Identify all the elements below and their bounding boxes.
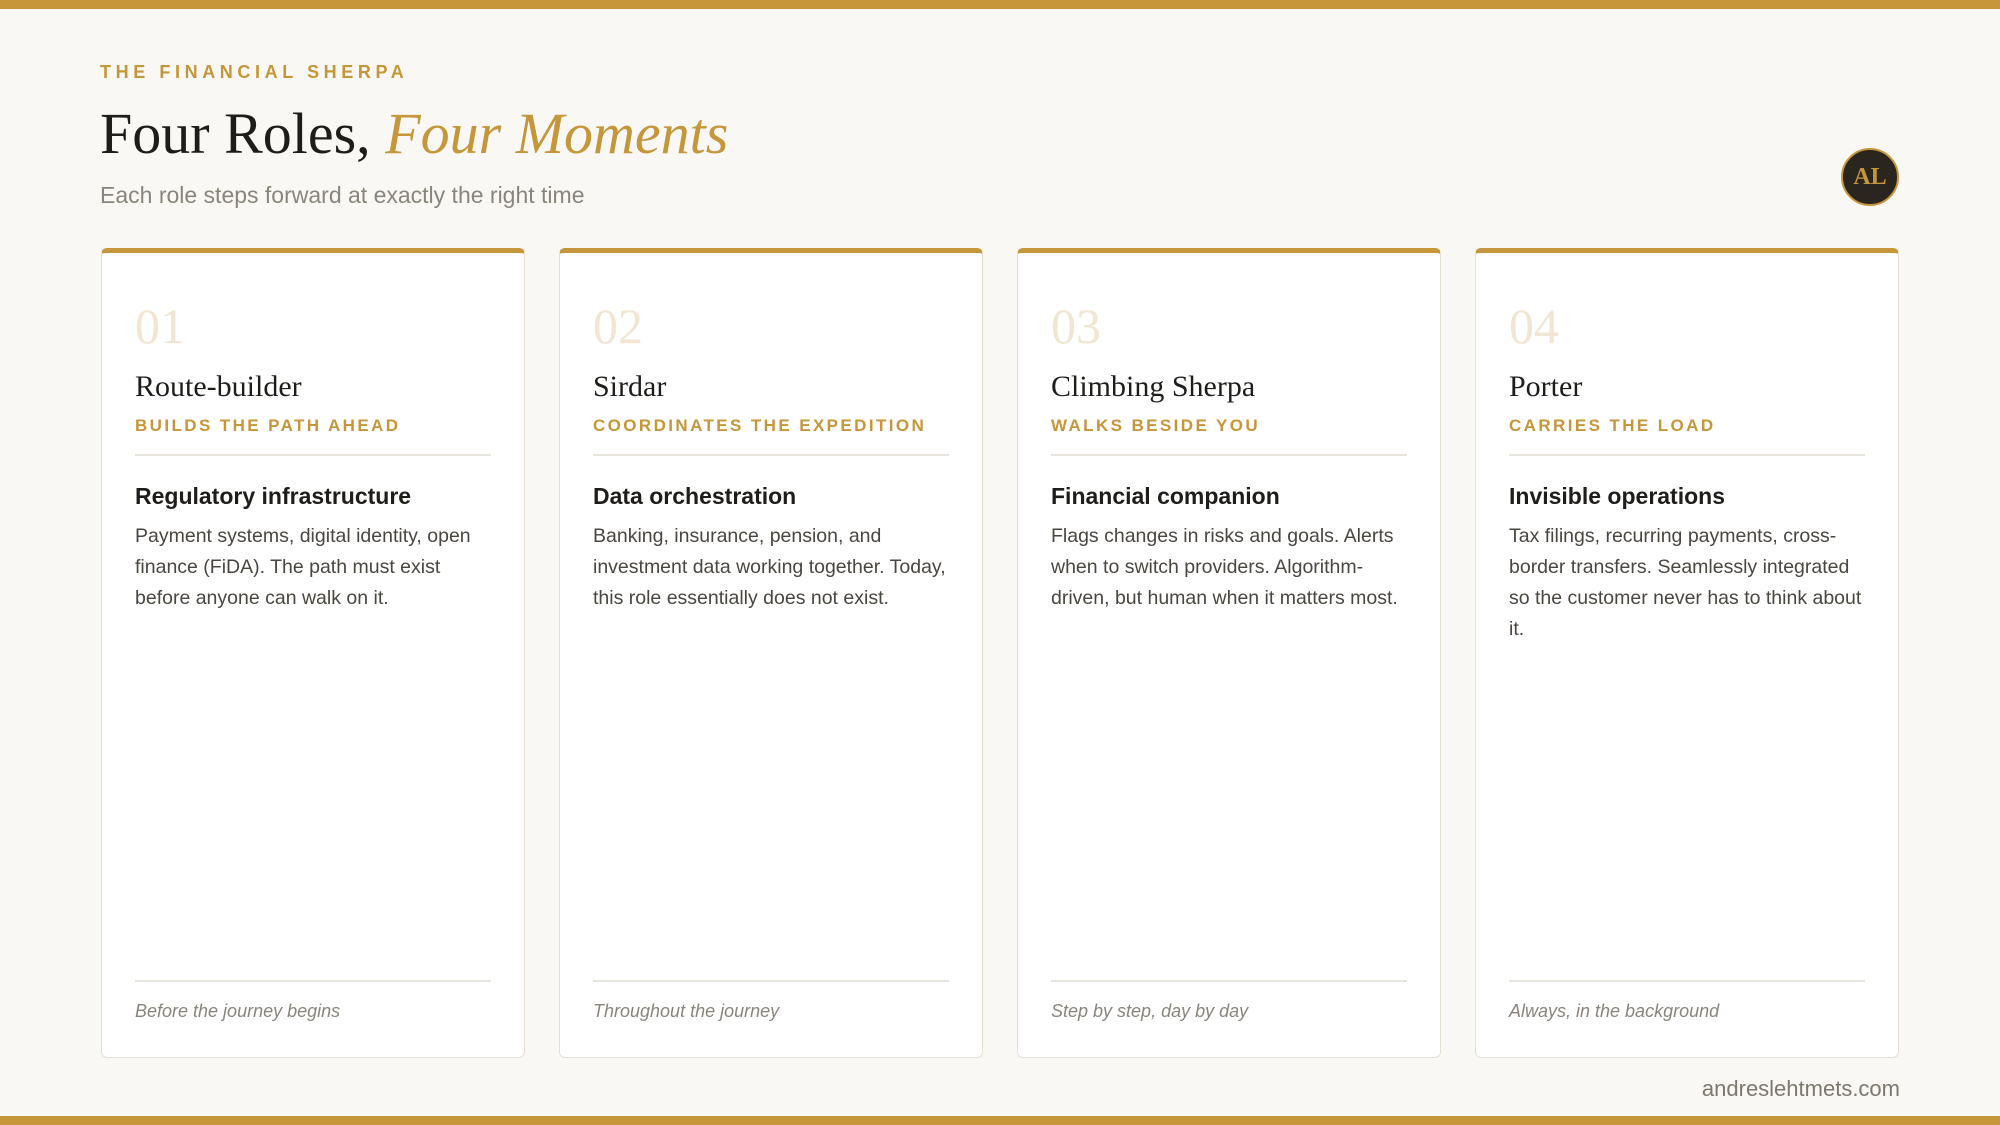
title-accent: Four Moments (385, 101, 729, 166)
card-footer: Throughout the journey (593, 1001, 780, 1021)
top-accent-bar (0, 0, 2000, 9)
card-number: 02 (593, 298, 643, 354)
card-number: 04 (1509, 298, 1559, 354)
card-heading: Data orchestration (593, 483, 797, 509)
website-link[interactable]: andreslehtmets.com (1701, 1076, 1900, 1101)
card-divider (1051, 454, 1407, 456)
card-role: Sirdar (593, 370, 667, 403)
card-role: Porter (1509, 370, 1583, 403)
card-footer: Always, in the background (1509, 1001, 1720, 1021)
card-body: Flags changes in risks and goals. Alerts when to switch providers. Algorithm-driven, but human when it matters most. (1051, 525, 1398, 609)
card-role: Climbing Sherpa (1051, 370, 1256, 403)
card-tagline: WALKS BESIDE YOU (1051, 416, 1261, 435)
card-heading: Financial companion (1051, 483, 1280, 509)
card-tagline: COORDINATES THE EXPEDITION (593, 416, 927, 435)
page-subtitle: Each role steps forward at exactly the right time (100, 182, 585, 208)
card-heading: Invisible operations (1509, 483, 1725, 509)
title-plain: Four Roles, (100, 101, 371, 166)
card-footer: Step by step, day by day (1051, 1001, 1249, 1021)
avatar: AL (1841, 148, 1899, 206)
role-card-2 (559, 248, 983, 1058)
bottom-accent-bar (0, 1116, 2000, 1125)
card-number: 03 (1051, 298, 1101, 354)
card-role: Route-builder (135, 370, 302, 403)
card-divider (135, 980, 491, 982)
role-card-3 (1017, 248, 1441, 1058)
card-divider (593, 454, 949, 456)
card-body: Banking, insurance, pension, and investment data working together. Today, this role essentially does not exist. (593, 525, 946, 609)
card-heading: Regulatory infrastructure (135, 483, 412, 509)
card-body: Tax filings, recurring payments, cross-border transfers. Seamlessly integrated so the customer never has to think about it. (1509, 525, 1862, 640)
card-divider (1509, 454, 1865, 456)
eyebrow: THE FINANCIAL SHERPA (100, 62, 409, 82)
page-title (100, 100, 728, 167)
card-footer: Before the journey begins (135, 1001, 341, 1021)
card-tagline: CARRIES THE LOAD (1509, 416, 1716, 435)
card-tagline: BUILDS THE PATH AHEAD (135, 416, 401, 435)
card-number: 01 (135, 298, 185, 354)
card-body: Payment systems, digital identity, open finance (FiDA). The path must exist before anyone can walk on it. (135, 525, 471, 609)
card-divider (1051, 980, 1407, 982)
role-card-4 (1475, 248, 1899, 1058)
card-divider (135, 454, 491, 456)
card-divider (593, 980, 949, 982)
card-divider (1509, 980, 1865, 982)
role-card-1 (101, 248, 525, 1058)
